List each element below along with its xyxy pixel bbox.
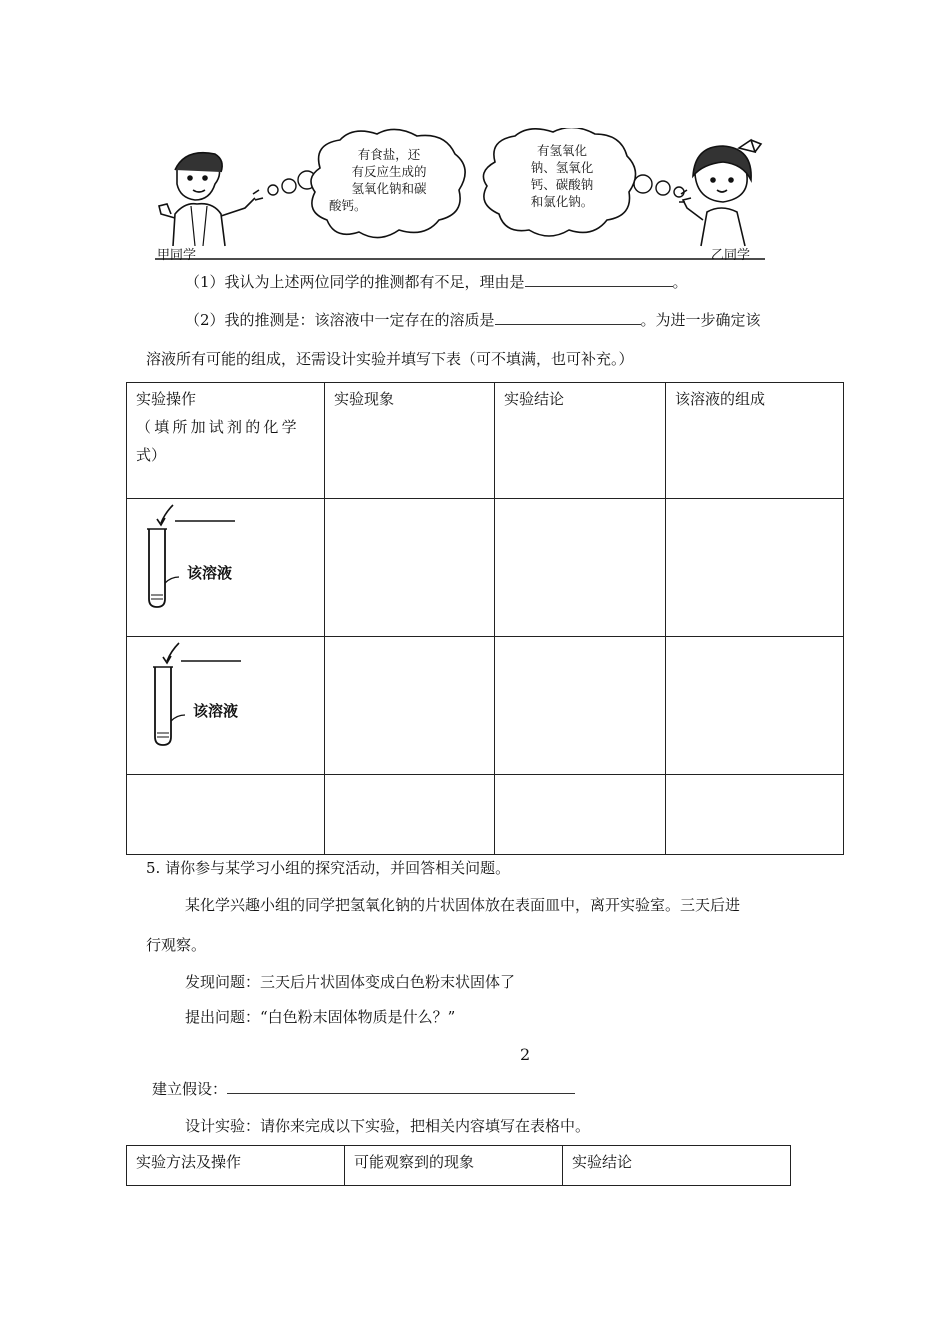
right-bubble-line: 钙、碳酸钠 xyxy=(530,177,594,192)
table-row xyxy=(127,637,844,775)
table-row xyxy=(127,775,844,855)
right-thought-dots xyxy=(634,175,684,197)
left-bubble-line: 有反应生成的 xyxy=(351,164,427,179)
header-phenomenon: 实验现象 xyxy=(325,383,495,499)
tube-label: 该溶液 xyxy=(187,564,233,582)
answer-cell[interactable] xyxy=(495,637,666,775)
right-student-caption: 乙同学 xyxy=(711,248,751,263)
question-2-line2: 溶液所有可能的组成，还需设计实验并填写下表（可不填满，也可补充。） xyxy=(146,350,634,368)
left-bubble-line: 有食盐，还 xyxy=(357,147,421,162)
question-1-end: 。 xyxy=(672,273,688,291)
left-bubble-text xyxy=(319,146,459,214)
found-problem: 发现问题：三天后片状固体变成白色粉末状固体了 xyxy=(185,973,516,991)
left-bubble-line: 氢氧化钠和碳 xyxy=(351,181,427,196)
table-header-row xyxy=(127,1146,791,1186)
answer-cell[interactable] xyxy=(495,499,666,637)
answer-cell[interactable] xyxy=(325,499,495,637)
question-2 xyxy=(185,310,761,330)
hypothesis-blank[interactable] xyxy=(227,1079,575,1094)
question-5-title: 5. 请你参与某学习小组的探究活动，并回答相关问题。 xyxy=(146,859,511,877)
answer-cell[interactable] xyxy=(325,637,495,775)
question-5-intro: 某化学兴趣小组的同学把氢氧化钠的片状固体放在表面皿中，离开实验室。三天后进 xyxy=(185,896,741,914)
answer-cell[interactable] xyxy=(127,775,325,855)
answer-blank-1[interactable] xyxy=(525,272,673,287)
header-method: 实验方法及操作 xyxy=(127,1146,345,1186)
illustration xyxy=(155,128,765,263)
hypothesis xyxy=(152,1079,575,1099)
page-number: 2 xyxy=(520,1045,531,1064)
table-row xyxy=(127,499,844,637)
tube-cell xyxy=(127,637,325,775)
header-operation-label: 实验操作 xyxy=(136,390,197,408)
question-2-text: （2）我的推测是：该溶液中一定存在的溶质是 xyxy=(185,311,495,329)
raise-question: 提出问题：“白色粉末固体物质是什么？” xyxy=(185,1008,456,1026)
tube-label: 该溶液 xyxy=(193,702,239,720)
experiment-table-2 xyxy=(126,1145,791,1186)
header-operation-note: （填所加试剂的化学 xyxy=(136,418,300,436)
left-student-caption: 甲同学 xyxy=(157,248,197,263)
right-bubble-line: 有氢氧化 xyxy=(536,143,587,158)
right-student-figure xyxy=(679,140,761,246)
left-thought-dots xyxy=(268,171,316,195)
header-conclusion: 实验结论 xyxy=(563,1146,791,1186)
right-bubble-line: 和氯化钠。 xyxy=(530,194,594,209)
right-bubble-text xyxy=(495,142,629,210)
hypothesis-label: 建立假设： xyxy=(152,1080,228,1098)
header-operation-note: 式） xyxy=(136,446,167,464)
question-5-intro-cont: 行观察。 xyxy=(146,936,207,954)
answer-cell[interactable] xyxy=(666,775,844,855)
answer-blank-2[interactable] xyxy=(495,310,641,325)
answer-cell[interactable] xyxy=(666,499,844,637)
question-2-tail: 。为进一步确定该 xyxy=(640,311,761,329)
design-experiment: 设计实验：请你来完成以下实验，把相关内容填写在表格中。 xyxy=(185,1117,591,1135)
header-composition: 该溶液的组成 xyxy=(666,383,844,499)
students-illustration xyxy=(155,128,765,260)
left-student-figure xyxy=(159,153,263,246)
answer-cell[interactable] xyxy=(666,637,844,775)
header-observation: 可能观察到的现象 xyxy=(345,1146,563,1186)
question-1 xyxy=(185,272,688,292)
tube-cell xyxy=(127,499,325,637)
answer-cell[interactable] xyxy=(325,775,495,855)
header-operation xyxy=(127,383,325,499)
table-header-row xyxy=(127,383,844,499)
question-1-text: （1）我认为上述两位同学的推测都有不足，理由是 xyxy=(185,273,525,291)
answer-cell[interactable] xyxy=(495,775,666,855)
experiment-table-1 xyxy=(126,382,844,855)
left-bubble-line: 酸钙。 xyxy=(329,198,367,213)
right-bubble-line: 钠、氢氧化 xyxy=(530,160,594,175)
header-conclusion: 实验结论 xyxy=(495,383,666,499)
